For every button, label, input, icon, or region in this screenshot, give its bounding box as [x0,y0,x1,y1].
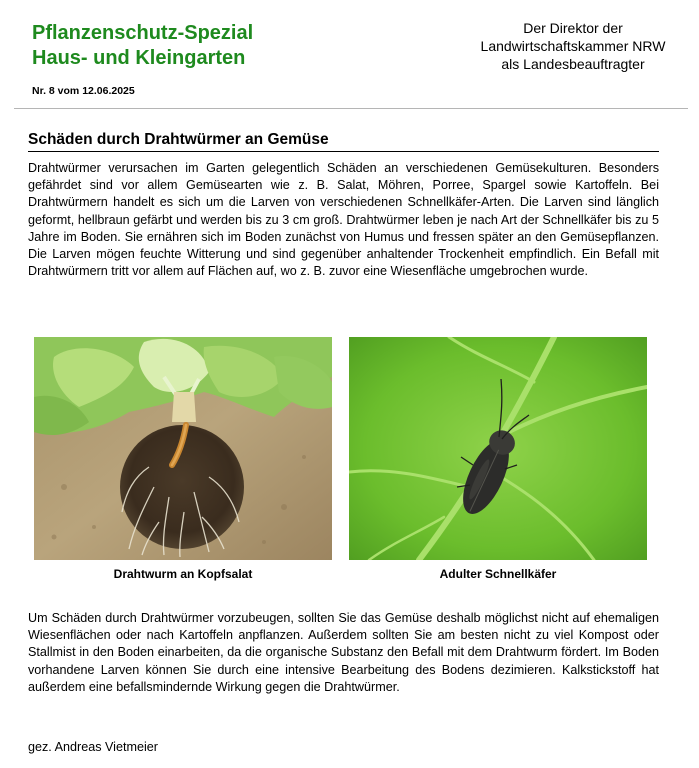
signature: gez. Andreas Vietmeier [28,740,158,754]
issue-number: Nr. 8 vom 12.06.2025 [32,85,135,97]
title-line-2: Haus- und Kleingarten [32,47,246,69]
photo-wireworm-lettuce [34,337,332,560]
title-line-1: Pflanzenschutz-Spezial [32,22,254,44]
article-title-underline [28,151,659,152]
newsletter-title [32,21,253,71]
article-paragraph-2: Um Schäden durch Drahtwürmer vorzubeugen, sollten Sie das Gemüse deshalb möglichst nicht auf ehemaligen Wiesenflächen oder nach Kartoffeln anpflanzen. Außerdem sollten Sie am besten nicht zu viel Kompost oder Stallmist in den Boden einarbeiten, da die organische Substanz den Befall mit dem Drahtwurm fördert. Im Boden vorhandene Larven können Sie durch eine intensive Bearbeitung des Bodens dezimieren. Kalkstickstoff hat außerdem eine befallsmindernde Wirkung gegen die Drahtwürmer. [28,611,659,694]
header-divider [14,108,688,109]
caption-wireworm-lettuce: Drahtwurm an Kopfsalat [113,567,253,581]
photo-click-beetle [349,337,647,560]
article-title: Schäden durch Drahtwürmer an Gemüse [28,131,329,148]
caption-click-beetle: Adulter Schnellkäfer [439,567,557,581]
article-paragraph-1: Drahtwürmer verursachen im Garten gelegentlich Schäden an verschiedenen Gemüsekulturen. Besonders gefährdet sind vor allem Gemüsearten wie z. B. Salat, Möhren, Porree, Spargel sowie Kartoffeln. Bei Drahtwürmern handelt es sich um die Larven von verschiedenen Schnellkäfer-Arten. Die Larven sind länglich geformt, hellbraun gefärbt und werden bis zu 3 cm groß. Drahtwürmer leben je nach Art der Schnellkäfer bis zu 5 Jahre im Boden. Sie ernähren sich im Boden zunächst von Humus und fressen später an den Gemüsepflanzen. Die Larven mögen feuchte Witterung und sind gegenüber anhaltender Trockenheit empfindlich. Ein Befall mit Drahtwürmern tritt vor allem auf Flächen auf, wo z. B. zuvor eine Wiesenfläche umgebrochen wurde. [28,161,659,279]
director-line-2: Landwirtschaftskammer NRW [480,38,666,54]
director-line-1: Der Direktor der [523,20,623,36]
director-block [458,19,688,73]
director-line-3: als Landesbeauftragter [501,56,645,72]
